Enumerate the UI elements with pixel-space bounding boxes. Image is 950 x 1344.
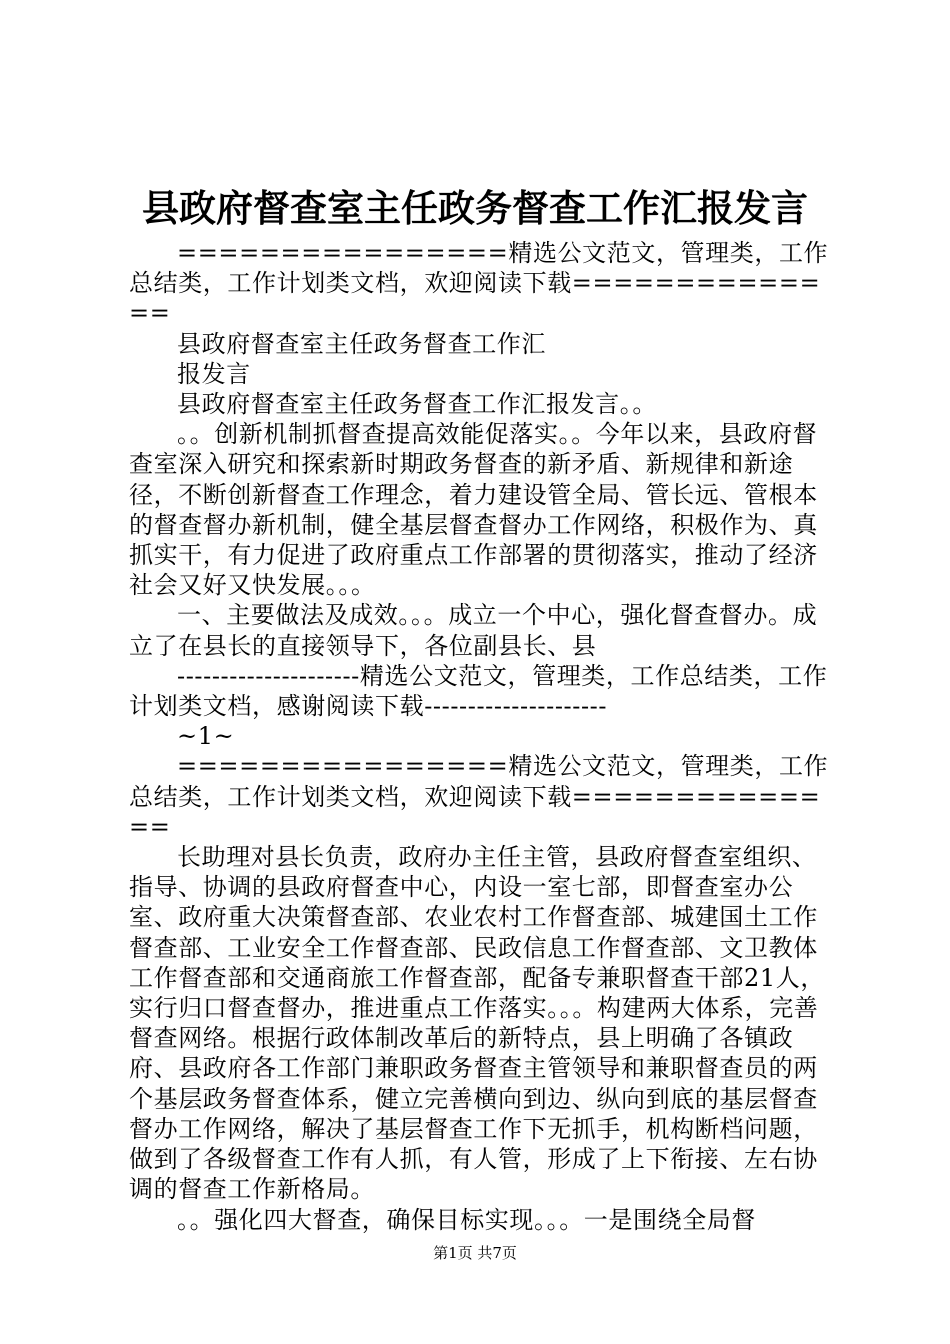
paragraph: 长助理对县长负责，政府办主任主管，县政府督查室组织、指导、协调的县政府督查中心，内设一室七部，即督查室办公室、政府重大决策督查部、农业农村工作督查部、城建国土工作督查部、工业安全工作督查部、民政信息工作督查部、文卫教体工作督查部和交通商旅工作督查部，配备专兼职督查干部21人，实行归口督查督办，推进重点工作落实。。。构建两大体系，完善督查网络。根据行政体制改革后的新特点，县上明确了各镇政府、县政府各工作部门兼职政务督查主管领导和兼职督查员的两个基层政务督查体系，健立完善横向到边、纵向到底的基层督查督办工作网络，解决了基层督查工作下无抓手，机构断档问题，做到了各级督查工作有人抓，有人管，形成了上下衔接、左右协调的督查工作新格局。 xyxy=(129,843,825,1204)
header-banner: ================精选公文范文，管理类，工作总结类，工作计划类文档，欢迎阅读下载============== xyxy=(129,239,829,328)
document-body xyxy=(129,238,841,1235)
document-title: 县政府督查室主任政务督查工作汇报发言 xyxy=(142,186,808,230)
subtitle-line-1: 县政府督查室主任政务督查工作汇 xyxy=(177,329,546,358)
footer-banner: ---------------------精选公文范文，管理类，工作总结类，工作计划类文档，感谢阅读下载--------------------- xyxy=(129,661,828,721)
page-marker: ~1~ xyxy=(177,722,235,751)
paragraph: 。。强化四大督查，确保目标实现。。。一是围绕全局督 xyxy=(177,1205,756,1234)
paragraph: 一、主要做法及成效。。。成立一个中心，强化督查督办。成立了在县长的直接领导下，各位副县长、县 xyxy=(129,601,818,660)
page-footer: 第1页 共7页 xyxy=(433,1244,517,1262)
subtitle-line-2: 报发言 xyxy=(177,359,251,388)
paragraph: 。。创新机制抓督查提高效能促落实。。今年以来，县政府督查室深入研究和探索新时期政务督查的新矛盾、新规律和新途径，不断创新督查工作理念，着力建设管全局、管长远、管根本的督查督办新机制，健全基层督查督办工作网络，积极作为、真抓实干，有力促进了政府重点工作部署的贯彻落实，推动了经济社会又好又快发展。。。 xyxy=(129,420,818,600)
header-banner: ================精选公文范文，管理类，工作总结类，工作计划类文档，欢迎阅读下载============== xyxy=(129,752,829,841)
paragraph: 县政府督查室主任政务督查工作汇报发言。。 xyxy=(177,390,657,419)
